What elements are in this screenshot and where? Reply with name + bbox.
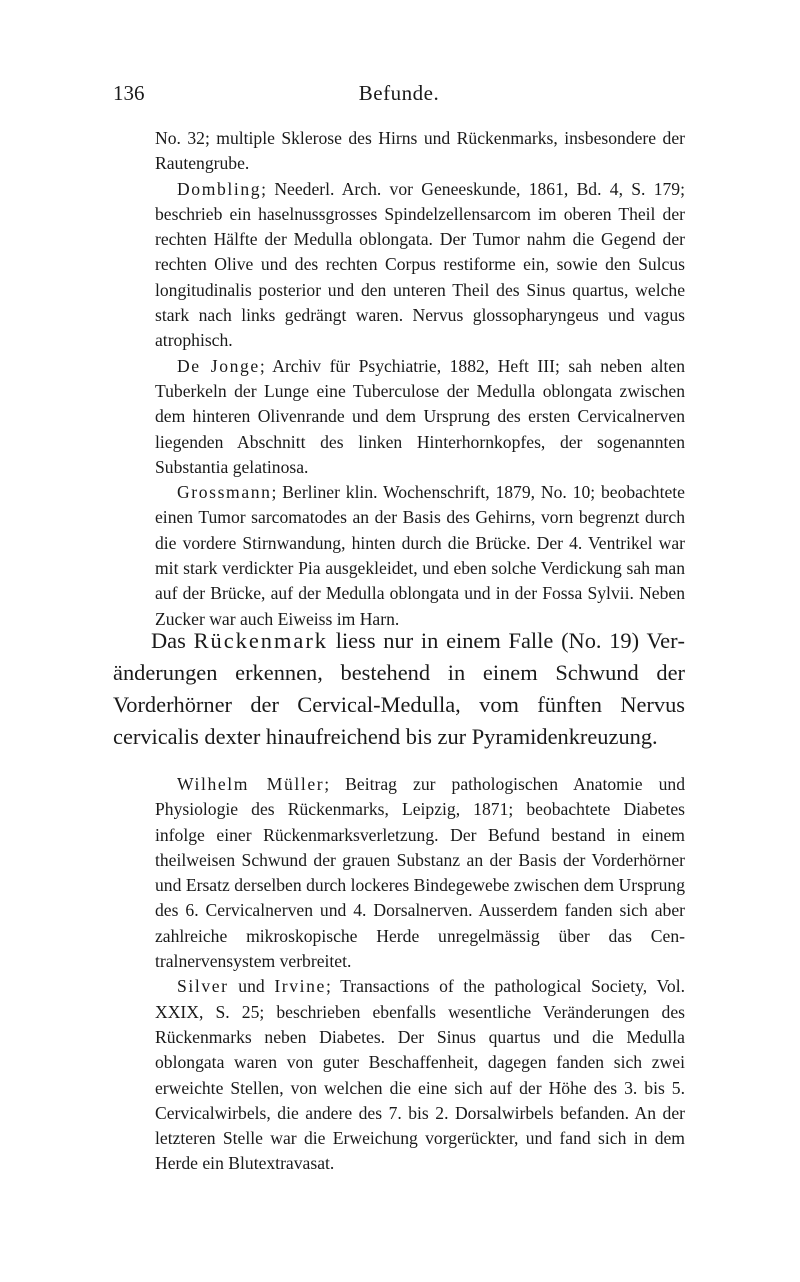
case-paragraph (155, 177, 685, 354)
page-number: 136 (113, 81, 145, 105)
author-name: Dombling (177, 178, 262, 199)
statement-text: liess nur in einem Falle (No. 19) Veränderungen erkennen, bestehend in einem Schwund der Vorderhörner der Cervical-Medulla, vom fünften Nervus cervicalis dexter hinaufreichend bis zur Pyramidenkreuzung. (113, 628, 685, 749)
running-title: Befunde. (358, 81, 440, 105)
case-text: ; Transactions of the pathological Society, Vol. XXIX, S. 25; beschrieben ebenfalls wesentliche Veränderungen des Rückenmarks neben Diabetes. Der Sinus quartus und die Medulla oblongata waren von guter Beschaffenheit, dagegen fanden sich zwei erweichte Stellen, von welchen die eine sich auf der Höhe des 3. bis 5. Cervicalwirbels, die andere des 7. bis 2. Dorsalwirbels befanden. An der letzteren Stelle war die Erweichung vorgerückter, und fand sich in dem Herde ein Blutextravasat. (155, 976, 685, 1174)
case-reports-block (155, 126, 685, 632)
case-paragraph (155, 974, 685, 1176)
case-paragraph (155, 772, 685, 974)
author-name: De Jonge (177, 355, 260, 376)
author-name: Grossmann (177, 482, 272, 503)
statement-prefix: Das (151, 628, 194, 653)
diabetes-reports-block (155, 772, 685, 1177)
case-text: ; Berliner klin. Wochenschrift, 1879, No. 10; beobachtete einen Tumor sarcomatodes an der Basis des Gehirns, vorn begrenzt durch die vordere Stirnwandung, hinten durch die Brücke. Der 4. Ventrikel war mit stark verdickter Pia ausgekleidet, und eben solche Verdickung sah man auf der Brücke, auf der Medulla oblongata und in der Fossa Sylvii. Neben Zucker war auch Eiweiss im Harn. (155, 482, 685, 629)
main-statement-block (113, 625, 685, 753)
spaced-keyword: Rückenmark (193, 628, 328, 653)
author-connector: und (228, 976, 275, 997)
author-name: Silver (177, 976, 229, 997)
case-intro: No. 32; multiple Sklerose des Hirns und Rückenmarks, insbesondere der Rautengrube. (155, 128, 685, 174)
case-text: ; Beitrag zur pathologischen Anatomie und Physiologie des Rückenmarks, Leipzig, 1871; beobachtete Diabetes infolge einer Rückenmarksverletzung. Der Befund bestand in einem theilweisen Schwund der grauen Substanz an der Basis der Vorderhörner und Ersatz derselben durch lockeres Bindegewebe zwischen dem Ursprung des 6. Cervicalnerven und 4. Dorsalnerven. Ausserdem fanden sich aber zahlreiche mikroskopische Herde unregelmässig über das Centralnervensystem verbreitet. (155, 774, 685, 972)
author-name: Irvine (274, 976, 326, 997)
case-text: ; Neederl. Arch. vor Geneeskunde, 1861, Bd. 4, S. 179; beschrieb ein haselnussgrosses Spindelzellensarcom im oberen Theil der rechten Hälfte der Medulla oblongata. Der Tumor nahm die Gegend der rechten Olive und des rechten Corpus restiforme ein, sowie den Sulcus longitudinalis posterior und den unteren Theil des Sinus quartus, welche stark nach links gedrängt waren. Nervus glossopharyngeus und vagus atrophisch. (155, 178, 685, 351)
author-name: Wilhelm Müller (177, 774, 325, 794)
main-statement (113, 625, 685, 753)
case-paragraph (155, 354, 685, 480)
page-header (113, 78, 685, 108)
case-text: ; Archiv für Psychiatrie, 1882, Heft III; sah neben alten Tuberkeln der Lunge eine Tuberculose der Medulla oblongata zwischen dem hinteren Olivenrande und dem Ursprung des ersten Cervicalnerven liegenden Abschnitt des linken Hinterhornkopfes, der sogenannten Substantia gelatinosa. (155, 355, 685, 477)
case-paragraph (155, 480, 685, 632)
